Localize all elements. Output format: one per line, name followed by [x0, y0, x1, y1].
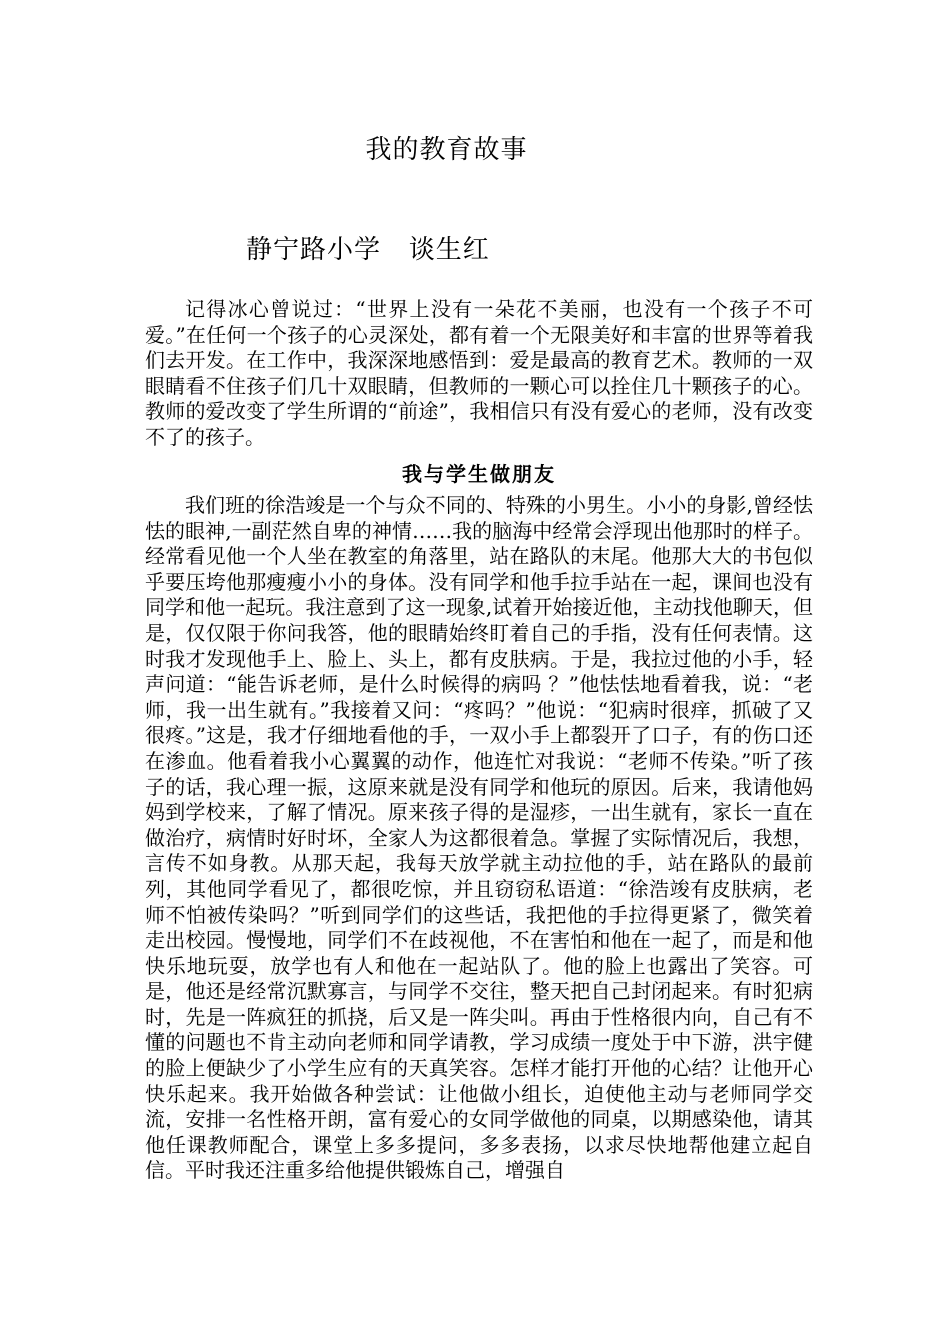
intro-paragraph: 记得冰心曾说过：“世界上没有一朵花不美丽，也没有一个孩子不可爱。”在任何一个孩子的心灵深处，都有着一个无限美好和丰富的世界等着我们去开发。在工作中，我深深地感悟到：爱是最高的教育艺术。教师的一双眼睛看不住孩子们几十双眼睛，但教师的一颗心可以拴住几十颗孩子的心。教师的爱改变了学生所谓的“前途”，我相信只有没有爱心的老师，没有改变不了的孩子。 [145, 297, 813, 449]
story-paragraph: 我们班的徐浩竣是一个与众不同的、特殊的小男生。小小的身影,曾经怯怯的眼神,一副茫然自卑的神情……我的脑海中经常会浮现出他那时的样子。经常看见他一个人坐在教室的角落里，站在路队的末尾。他那大大的书包似乎要压垮他那瘦瘦小小的身体。没有同学和他手拉手站在一起，课间也没有同学和他一起玩。我注意到了这一现象,试着开始接近他，主动找他聊天，但是，仅仅限于你问我答，他的眼睛始终盯着自己的手指，没有任何表情。这时我才发现他手上、脸上、头上，都有皮肤病。于是，我拉过他的小手，轻声问道：“能告诉老师，是什么时候得的病吗 ？”他怯怯地看着我，说：“老师，我一出生就有。”我接着又问：“疼吗？”他说：“犯病时很痒，抓破了又很疼。”这是，我才仔细地看他的手，一双小手上都裂开了口子，有的伤口还在渗血。他看着我小心翼翼的动作，他连忙对我说：“老师不传染。”听了孩子的话，我心理一振，这原来就是没有同学和他玩的原因。后来，我请他妈妈到学校来，了解了情况。原来孩子得的是湿疹，一出生就有，家长一直在做治疗，病情时好时坏，全家人为这都很着急。掌握了实际情况后，我想，言传不如身教。从那天起，我每天放学就主动拉他的手，站在路队的最前列，其他同学看见了，都很吃惊，并且窃窃私语道：“徐浩竣有皮肤病，老师不怕被传染吗？”听到同学们的这些话，我把他的手拉得更紧了，微笑着走出校园。慢慢地，同学们不在歧视他，不在害怕和他在一起了，而是和他快乐地玩耍，放学也有人和他在一起站队了。他的脸上也露出了笑容。可是，他还是经常沉默寡言，与同学不交往，整天把自己封闭起来。有时犯病时，先是一阵疯狂的抓挠，后又是一阵尖叫。再由于性格很内向，自己有不懂的问题也不肯主动向老师和同学请教，学习成绩一度处于中下游，洪宇健的脸上便缺少了小学生应有的天真笑容。怎样才能打开他的心结？让他开心快乐起来。我开始做各种尝试：让他做小组长，迫使他主动与老师同学交流，安排一名性格开朗，富有爱心的女同学做他的同桌，以期感染他，请其他任课教师配合，课堂上多多提问，多多表扬，以求尽快地帮他建立起自信。平时我还注重多给他提供锻炼自己，增强自 [145, 493, 813, 1183]
section-heading: 我与学生做朋友 [402, 462, 556, 486]
document-title: 我的教育故事 [365, 135, 528, 165]
author-line: 静宁路小学 谈生红 [246, 235, 490, 265]
